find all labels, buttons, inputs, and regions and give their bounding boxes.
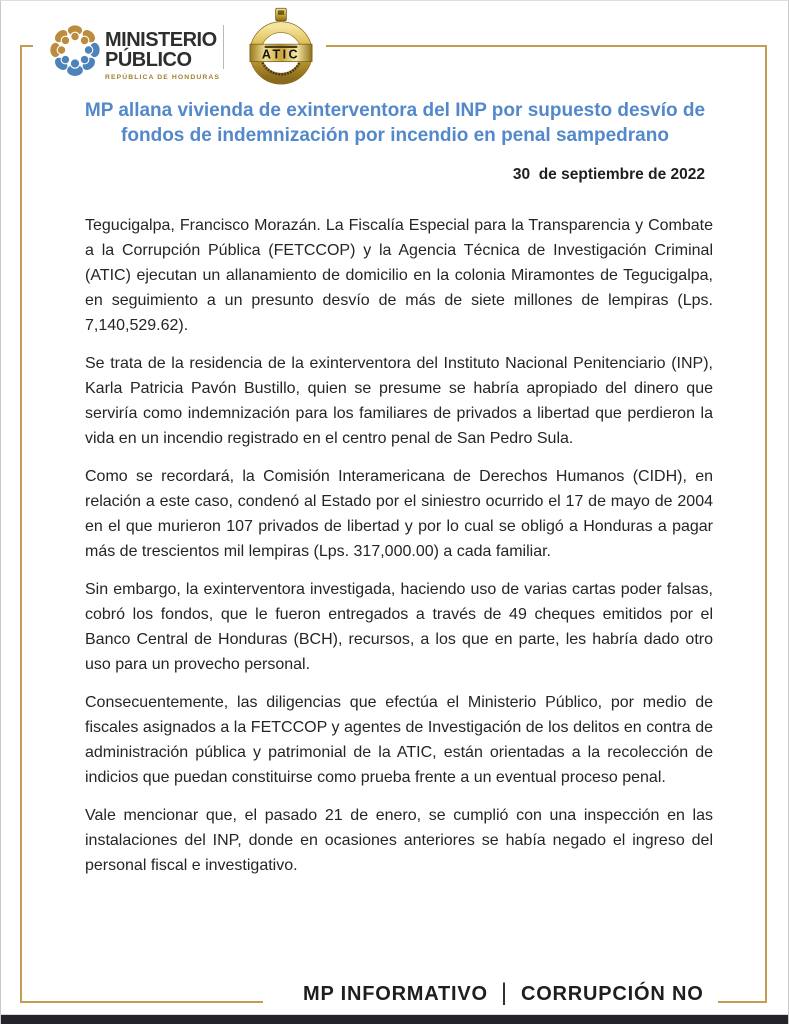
paragraph: Consecuentemente, las diligencias que efectúa el Ministerio Público, por medio de fiscales asignados a la FETCCOP y agentes de Investigación de los delitos en contra de administración pública y patrimonial de la ATIC, están orientadas a la recolección de indicios que puedan constituirse como prueba frente a un eventual proceso penal. bbox=[85, 694, 713, 786]
article-title bbox=[45, 98, 745, 148]
paragraph: Sin embargo, la exinterventora investigada, haciendo uso de varias cartas poder falsas, cobró los fondos, que le fueron entregados a través de 49 cheques emitidos por el Banco Central de Honduras (BCH), recursos, a los que en parte, les habría dado otro uso para un provecho personal. bbox=[85, 581, 713, 673]
gold-frame-bottom-right bbox=[718, 1001, 767, 1003]
article-body bbox=[85, 213, 713, 891]
atic-badge-label: ATIC bbox=[261, 47, 301, 62]
paragraph: Se trata de la residencia de la exinterventora del Instituto Nacional Penitenciario (INP), Karla Patricia Pavón Bustillo, quien se presume se habría apropiado del dinero que serviría como indemnización para los familiares de privados a libertad que perdieron la vida en un incendio registrado en el centro penal de San Pedro Sula. bbox=[85, 355, 713, 447]
article-date: 30 de septiembre de 2022 bbox=[512, 166, 705, 183]
mp-wordmark-subtitle: REPÚBLICA DE HONDURAS bbox=[105, 74, 220, 81]
article-title-line1: MP allana vivienda de exinterventora del INP por supuesto desvío de bbox=[84, 100, 706, 121]
paragraph: Vale mencionar que, el pasado 21 de enero, se cumplió con una inspección en las instalaciones del INP, donde en ocasiones anteriores se había negado el ingreso del personal fiscal e investigativo. bbox=[85, 807, 713, 874]
paragraph: Como se recordará, la Comisión Interamericana de Derechos Humanos (CIDH), en relación a este caso, condenó al Estado por el siniestro ocurrido el 17 de mayo de 2004 en el que murieron 107 privados de libertad y por lo cual se obligó a Honduras a pagar más de trescientos mil lempiras (Lps. 317,000.00) a cada familiar. bbox=[85, 468, 713, 560]
gold-frame-left bbox=[20, 45, 22, 1003]
atic-badge-icon bbox=[248, 6, 314, 94]
paragraph: Tegucigalpa, Francisco Morazán. La Fiscalía Especial para la Transparencia y Combate a la Corrupción Pública (FETCCOP) y la Agencia Técnica de Investigación Criminal (ATIC) ejecutan un allanamiento de domicilio en la colonia Miramontes de Tegucigalpa, en seguimiento a un presunto desvío de más de siete millones de lempiras (Lps. 7,140,529.62). bbox=[85, 217, 713, 334]
mp-wordmark-line1: MINISTERIO bbox=[105, 29, 217, 51]
footer-right-label: CORRUPCIÓN NO bbox=[520, 982, 704, 1005]
gold-frame-top bbox=[326, 45, 767, 47]
ministerio-publico-wordmark bbox=[105, 30, 235, 81]
logo-divider bbox=[223, 25, 224, 69]
mp-wordmark-line2: PÚBLICO bbox=[105, 49, 192, 71]
gold-frame-right bbox=[765, 45, 767, 1003]
footer-banner bbox=[303, 980, 704, 1008]
footer-separator: | bbox=[500, 979, 508, 1006]
bottom-bar bbox=[1, 1015, 789, 1024]
ministerio-publico-logo-icon bbox=[47, 21, 103, 79]
gold-frame-bottom-left bbox=[20, 1001, 263, 1003]
footer-left-label: MP INFORMATIVO bbox=[303, 982, 488, 1005]
atic-crest-icon bbox=[276, 8, 287, 21]
article-title-line2: fondos de indemnización por incendio en penal sampedrano bbox=[121, 125, 669, 146]
